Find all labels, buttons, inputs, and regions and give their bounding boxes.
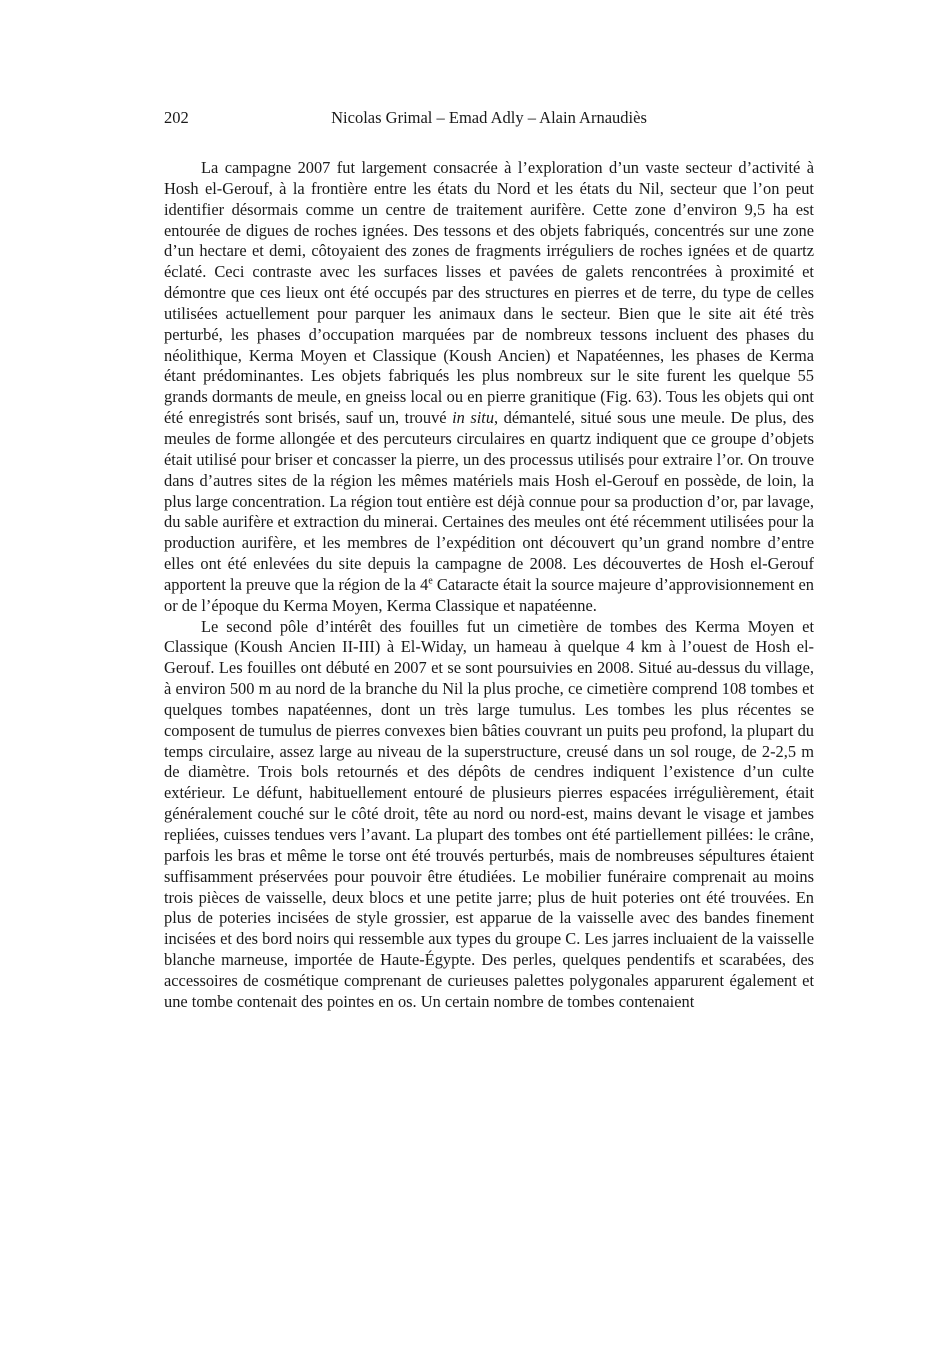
running-head (164, 106, 814, 130)
body-text (164, 158, 814, 1013)
page-number: 202 (164, 108, 189, 127)
paragraph-el-widay: Le second pôle d’intérêt des fouilles fut un cimetière de tombes des Kerma Moyen et Classique (Koush Ancien II-III) à El-Widay, un hameau à quelque 4 km à l’ouest de Hosh el-Gerouf. Les fouilles ont débuté en 2007 et se sont poursuivies en 2008. Situé au-dessus du village, à environ 500 m au nord de la branche du Nil la plus proche, ce cimetière comprend 108 tombes et quelques tombes napatéennes, dont un très large tumulus. Les tombes les plus récentes se composent de tumulus de pierres convexes bien bâties couvrant un puits peu profond, la plupart du temps circulaire, assez large au niveau de la superstructure, creusé dans un sol rouge, de 2-2,5 m de diamètre. Trois bols retournés et des dépôts de cendres indiquent l’existence d’un culte extérieur. Le défunt, habituellement entouré de plusieurs pierres espacées irrégulièrement, était généralement couché sur le côté droit, tête au nord ou nord-est, mains devant le visage et jambes repliées, cuisses tendues vers l’avant. La plupart des tombes ont été partiellement pillées: le crâne, parfois les bras et même le torse ont été trouvés perturbés, mais de nombreuses sépultures étaient suffisamment préservées pour pouvoir être étudiées. Le mobilier funéraire comprenait au moins trois pièces de vaisselle, deux blocs et une petite jarre; plus de huit poteries ont été trouvées. En plus de poteries incisées de style grossier, est apparue de la vaisselle avec des bandes finement incisées et des bord noirs qui ressemble aux types du groupe C. Les jarres incluaient de la vaisselle blanche marneuse, importée de Haute-Égypte. Des perles, quelques pendentifs et scarabées, des accessoires de cosmétique comprenant de curieuses palettes polygonales apparurent également et une tombe contenait des pointes en os. Un certain nombre de tombes contenaient (164, 616, 814, 1011)
running-head-authors: Nicolas Grimal – Emad Adly – Alain Arnaudiès (331, 108, 647, 127)
italic-term: in situ (452, 408, 495, 428)
paragraph-text: , démantelé, situé sous une meule. De plus, des meules de forme allongée et des percuteurs circulaires en quartz indiquent que ce groupe d’objets était utilisé pour briser et concasser la pierre, un des processus utilisés pour extraire l’or. On trouve dans d’autres sites de la région les mêmes matériels mais Hosh el-Gerouf en possède, de loin, la plus large concentration. La région tout entière est déjà connue pour sa production d’or, par lavage, du sable aurifère et extraction du minerai. Certaines des meules ont été récemment utilisées pour la production aurifère, et les membres de l’expédition ont découvert qu’un grand nombre d’entre elles ont été enlevées du site depuis la campagne de 2008. Les découvertes de Hosh el-Gerouf apportent la preuve que la région de la 4 (164, 408, 814, 594)
paragraph-text: La campagne 2007 fut largement consacrée à l’exploration d’un vaste secteur d’activité à Hosh el-Gerouf, à la frontière entre les états du Nord et les états du Nil, secteur que l’on peut identifier désormais comme un centre de traitement aurifère. Cette zone d’environ 9,5 ha est entourée de digues de roches ignées. Des tessons et des objets fabriqués, concentrés sur une zone d’un hectare et demi, côtoyaient des zones de fragments irréguliers de roches ignées et de quartz éclaté. Ceci contraste avec les surfaces lisses et pavées de galets rencontrées à proximité et démontre que ces lieux ont été occupés par des structures en pierres et de terre, du type de celles utilisées actuellement pour parquer les animaux dans le secteur. Bien que le site ait été très perturbé, les phases d’occupation marquées par de nombreux tessons incluent des phases du néolithique, Kerma Moyen et Classique (Koush Ancien) et Napatéennes, les phases de Kerma étant prédominantes. Les objets fabriqués les plus nombreux sur le site furent les quelque 55 grands dormants de meule, en gneiss local ou en pierre granitique (Fig. 63). Tous les objets qui ont été enregistrés sont brisés, sauf un, trouvé (164, 158, 814, 428)
paragraph-text: Cataracte était la source majeure d’approvisionnement en or de l’époque du Kerma Moyen, Kerma Classique et napatéenne. (164, 574, 814, 615)
superscript: e (428, 575, 433, 587)
paragraph-hosh-el-gerouf (164, 158, 814, 617)
